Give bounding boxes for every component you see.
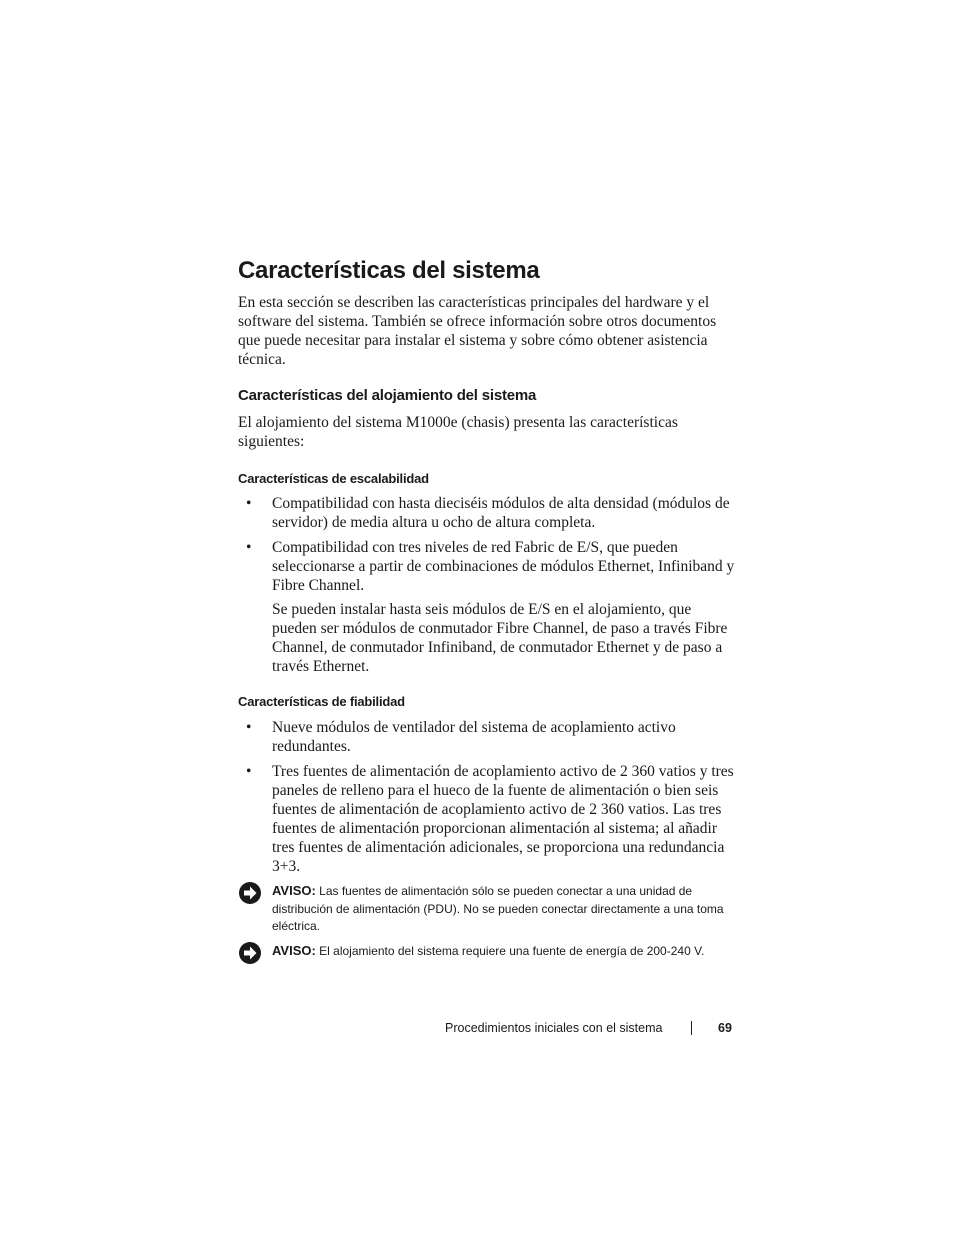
heading-scalability: Características de escalabilidad xyxy=(238,471,429,486)
notice-label: AVISO: xyxy=(272,883,316,898)
notice-label: AVISO: xyxy=(272,943,316,958)
list-item: Compatibilidad con tres niveles de red Fabric de E/S, que pueden seleccionarse a partir de combinaciones de módulos Ethernet, Infiniband y Fibre Channel. xyxy=(272,539,735,594)
heading-reliability: Características de fiabilidad xyxy=(238,694,405,709)
section-intro: En esta sección se describen las características principales del hardware y el software del sistema. También se ofrece información sobre otros documentos que puede necesitar para instalar el sistema y sobre cómo obtener asistencia técnica. xyxy=(238,294,717,368)
list-item-continuation: Se pueden instalar hasta seis módulos de E/S en el alojamiento, que pueden ser módulos de conmutador Fibre Channel, de paso a través Fibre Channel, de conmutador Infiniband, de conmutador Ethernet y de paso a través Ethernet. xyxy=(272,601,728,675)
notice-text xyxy=(272,942,732,961)
notice-body: El alojamiento del sistema requiere una fuente de energía de 200-240 V. xyxy=(315,944,705,958)
notice-text xyxy=(272,882,732,936)
section-title: Características del sistema xyxy=(238,257,540,284)
list-item: Nueve módulos de ventilador del sistema de acoplamiento activo redundantes. xyxy=(272,719,676,755)
notice-arrow-icon xyxy=(238,941,262,965)
footer-divider xyxy=(691,1021,692,1035)
notice-box xyxy=(238,881,738,941)
bullet-icon: • xyxy=(246,763,252,780)
notice-box xyxy=(238,941,738,967)
notice-arrow-icon xyxy=(238,881,262,905)
enclosure-intro: El alojamiento del sistema M1000e (chasis) presenta las características siguientes: xyxy=(238,414,678,450)
bullet-icon: • xyxy=(246,539,252,556)
bullet-icon: • xyxy=(246,719,252,736)
notice-body: Las fuentes de alimentación sólo se pueden conectar a una unidad de distribución de alimentación (PDU). No se pueden conectar directamente a una toma eléctrica. xyxy=(272,884,724,933)
list-item: Compatibilidad con hasta dieciséis módulos de alta densidad (módulos de servidor) de media altura u ocho de altura completa. xyxy=(272,495,730,531)
list-item: Tres fuentes de alimentación de acoplamiento activo de 2 360 vatios y tres paneles de relleno para el hueco de la fuente de alimentación o bien seis fuentes de alimentación de acoplamiento activo de 2 360 vatios. Las tres fuentes de alimentación proporcionan alimentación al sistema; al añadir tres fuentes de alimentación adicionales, se proporciona una redundancia 3+3. xyxy=(272,763,734,875)
bullet-icon: • xyxy=(246,495,252,512)
footer-chapter-title: Procedimientos iniciales con el sistema xyxy=(445,1021,663,1035)
footer-page-number: 69 xyxy=(718,1021,732,1035)
subsection-heading-enclosure: Características del alojamiento del sistema xyxy=(238,387,537,404)
